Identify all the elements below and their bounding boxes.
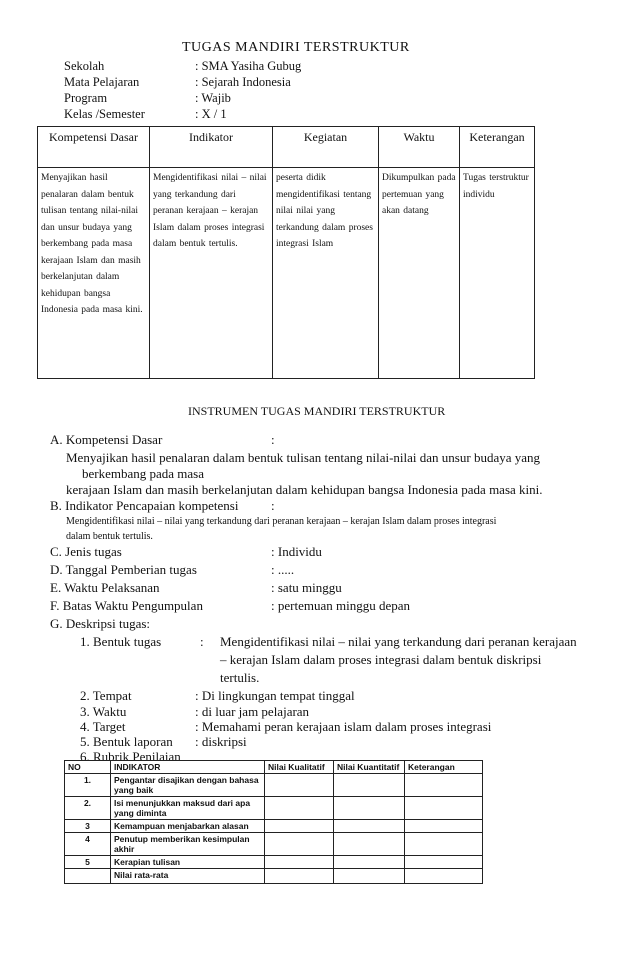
document-title: TUGAS MANDIRI TERSTRUKTUR (182, 40, 410, 55)
header-kegiatan: Kegiatan (273, 127, 379, 168)
rubrik-cell-kuantitatif (334, 774, 405, 797)
rubrik-row-average (65, 869, 483, 884)
rubrik-cell-kualitatif (265, 820, 334, 833)
rubrik-header-kualitatif: Nilai Kualitatif (265, 761, 334, 774)
section-b-colon: : (271, 498, 275, 513)
deskripsi-5-value: : diskripsi (195, 734, 247, 749)
rubrik-cell-keterangan (405, 856, 483, 869)
section-a-text-1: Menyajikan hasil penalaran dalam bentuk tulisan tentang nilai-nilai dan unsur budaya yang (66, 450, 540, 465)
rubrik-table (64, 760, 483, 884)
section-a-text-3: kerajaan Islam dan masih berkelanjutan dalam kehidupan bangsa Indonesia pada masa kini. (66, 482, 543, 497)
rubrik-row-indikator: Isi menunjukkan maksud dari apa yang diminta (111, 797, 265, 820)
info-label-kelas: Kelas /Semester (64, 107, 145, 121)
deskripsi-3-value: : di luar jam pelajaran (195, 704, 310, 719)
section-b-label: B. Indikator Pencapaian kompetensi (50, 498, 239, 513)
rubrik-row (65, 774, 483, 797)
cell-kegiatan: peserta didik mengidentifikasi tentang nilai nilai yang terkandung dalam proses integrasi Islam (273, 168, 379, 379)
rubrik-row-no: 5 (65, 856, 111, 869)
rubrik-row-no: 1. (65, 774, 111, 797)
section-a-colon: : (271, 432, 275, 447)
rubrik-row-indikator: Pengantar disajikan dengan bahasa yang baik (111, 774, 265, 797)
rubrik-cell-kualitatif (265, 833, 334, 856)
rubrik-row-indikator: Nilai rata-rata (111, 869, 265, 884)
deskripsi-6-label: 6. Rubrik Penilaian (80, 749, 181, 764)
section-g-label: G. Deskripsi tugas: (50, 616, 151, 631)
info-label-mapel: Mata Pelajaran (64, 75, 140, 89)
section-a-label: A. Kompetensi Dasar (50, 432, 163, 447)
section-e-label: E. Waktu Pelaksanan (50, 580, 160, 595)
rubrik-cell-keterangan (405, 820, 483, 833)
task-table-header (38, 127, 535, 168)
rubrik-cell-kualitatif (265, 869, 334, 884)
header-keterangan: Keterangan (460, 127, 535, 168)
header-waktu: Waktu (379, 127, 460, 168)
rubrik-row-no (65, 869, 111, 884)
instrumen-title: INSTRUMEN TUGAS MANDIRI TERSTRUKTUR (188, 404, 446, 418)
section-b-text-1: Mengidentifikasi nilai – nilai yang terkandung dari peranan kerajaan – kerajan Islam dalam proses integrasi (66, 516, 497, 527)
rubrik-header-kuantitatif: Nilai Kuantitatif (334, 761, 405, 774)
section-d-label: D. Tanggal Pemberian tugas (50, 562, 197, 577)
rubrik-header-indikator: INDIKATOR (111, 761, 265, 774)
rubrik-row (65, 856, 483, 869)
rubrik-cell-kuantitatif (334, 869, 405, 884)
info-value-program: : Wajib (195, 91, 231, 105)
rubrik-row-no: 4 (65, 833, 111, 856)
info-label-program: Program (64, 91, 108, 105)
rubrik-cell-keterangan (405, 774, 483, 797)
rubrik-row (65, 797, 483, 820)
rubrik-cell-kuantitatif (334, 833, 405, 856)
deskripsi-1-text-1: Mengidentifikasi nilai – nilai yang terkandung dari peranan kerajaan (220, 634, 577, 649)
info-value-sekolah: : SMA Yasiha Gubug (195, 59, 302, 73)
rubrik-header-keterangan: Keterangan (405, 761, 483, 774)
deskripsi-3-label: 3. Waktu (80, 704, 127, 719)
rubrik-cell-kualitatif (265, 797, 334, 820)
rubrik-row (65, 833, 483, 856)
rubrik-row-indikator: Penutup memberikan kesimpulan akhir (111, 833, 265, 856)
task-table (37, 126, 535, 379)
rubrik-row-no: 2. (65, 797, 111, 820)
rubrik-cell-kuantitatif (334, 797, 405, 820)
rubrik-cell-kualitatif (265, 774, 334, 797)
deskripsi-4-label: 4. Target (80, 719, 126, 734)
deskripsi-5-label: 5. Bentuk laporan (80, 734, 173, 749)
rubrik-row-no: 3 (65, 820, 111, 833)
cell-indikator: Mengidentifikasi nilai – nilai yang terkandung dari peranan kerajaan – kerajan Islam dalam proses integrasi dalam bentuk tertulis. (150, 168, 273, 379)
rubrik-cell-keterangan (405, 833, 483, 856)
rubrik-cell-kuantitatif (334, 820, 405, 833)
info-value-mapel: : Sejarah Indonesia (195, 75, 291, 89)
deskripsi-1-colon: : (200, 634, 204, 649)
deskripsi-1-text-3: tertulis. (220, 670, 260, 685)
header-kompetensi: Kompetensi Dasar (38, 127, 150, 168)
section-f-label: F. Batas Waktu Pengumpulan (50, 598, 203, 613)
section-c-value: : Individu (271, 544, 322, 559)
info-label-sekolah: Sekolah (64, 59, 105, 73)
cell-waktu: Dikumpulkan pada pertemuan yang akan datang (379, 168, 460, 379)
rubrik-cell-keterangan (405, 869, 483, 884)
deskripsi-4-value: : Memahami peran kerajaan islam dalam proses integrasi (195, 719, 492, 734)
rubrik-header (65, 761, 483, 774)
cell-keterangan: Tugas terstruktur individu (460, 168, 535, 379)
deskripsi-1-label: 1. Bentuk tugas (80, 634, 162, 649)
info-value-kelas: : X / 1 (195, 107, 227, 121)
rubrik-row-indikator: Kemampuan menjabarkan alasan (111, 820, 265, 833)
section-c-label: C. Jenis tugas (50, 544, 122, 559)
task-table-row (38, 168, 535, 379)
header-indikator: Indikator (150, 127, 273, 168)
rubrik-cell-keterangan (405, 797, 483, 820)
section-d-value: : ..... (271, 562, 295, 577)
section-a-text-2: berkembang pada masa (82, 466, 205, 481)
rubrik-cell-kuantitatif (334, 856, 405, 869)
deskripsi-2-value: : Di lingkungan tempat tinggal (195, 688, 355, 703)
cell-kompetensi: Menyajikan hasil penalaran dalam bentuk tulisan tentang nilai-nilai dan unsur budaya yang berkembang pada masa kerajaan Islam dan masih berkelanjutan dalam kehidupan bangsa Indonesia pada masa kini. (38, 168, 150, 379)
rubrik-row-indikator: Kerapian tulisan (111, 856, 265, 869)
rubrik-cell-kualitatif (265, 856, 334, 869)
deskripsi-2-label: 2. Tempat (80, 688, 132, 703)
rubrik-row (65, 820, 483, 833)
section-b-text-2: dalam bentuk tertulis. (66, 531, 153, 542)
section-f-value: : pertemuan minggu depan (271, 598, 410, 613)
section-e-value: : satu minggu (271, 580, 342, 595)
deskripsi-1-text-2: – kerajan Islam dalam proses integrasi dalam bentuk diskripsi (220, 652, 542, 667)
rubrik-header-no: NO (65, 761, 111, 774)
